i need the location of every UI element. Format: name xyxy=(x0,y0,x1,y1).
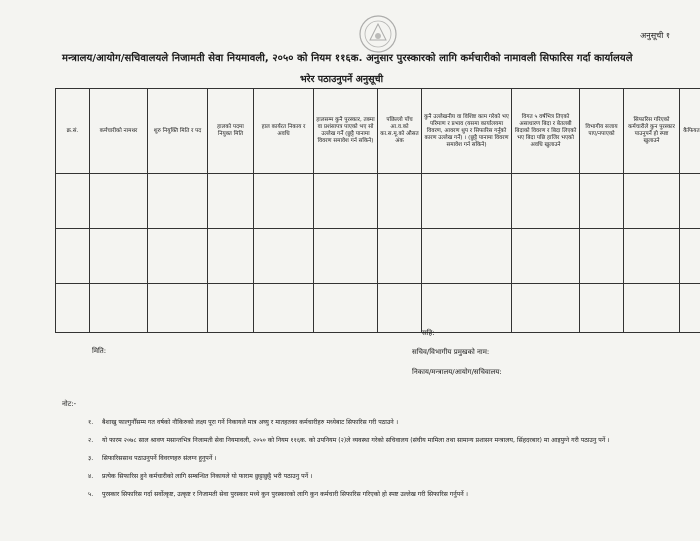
note-text: पुरस्कार सिफारिस गर्दा सर्वोत्कृष्ट, उत्कृष्ट र निजामती सेवा पुरस्कार मध्ये कुन पुरस्कारको लागि कुन कर्मचारी सिफारिस गरिएको हो स्पष्ट उल्लेख गरी सिफारिस गर्नुपर्ने । xyxy=(102,491,468,498)
column-header: शुरु नियुक्ति मिति र पद xyxy=(148,89,208,174)
date-label: मिति: xyxy=(92,347,107,355)
signature-label: सहि: xyxy=(422,329,435,337)
column-header: सिफारिस गरिएको कर्मचारीले कुन पुरस्कार पाउनुपर्ने हो स्पष्ट खुलाउने xyxy=(624,89,680,174)
note-item xyxy=(88,418,698,427)
table-cell[interactable] xyxy=(422,229,512,284)
column-header: विभागीय सजाय पाए/नपाएको xyxy=(580,89,624,174)
note-item xyxy=(88,472,698,481)
table-cell[interactable] xyxy=(208,229,254,284)
table-cell[interactable] xyxy=(314,229,378,284)
note-text: प्रत्येक सिफारिस हुने कर्मचारीको लागि सम्बन्धित निकायले यो फाराम छुट्टाछुट्टै भरी पठाउनु पर्ने । xyxy=(102,473,313,480)
table-cell[interactable] xyxy=(208,174,254,229)
table-cell[interactable] xyxy=(580,174,624,229)
table-cell[interactable] xyxy=(580,284,624,333)
table-cell[interactable] xyxy=(56,174,90,229)
column-header: हालको पदमा नियुक्त मिति xyxy=(208,89,254,174)
table-cell[interactable] xyxy=(680,229,700,284)
table-cell[interactable] xyxy=(254,284,314,333)
column-header: हाल कार्यरत निकाय र अवधि xyxy=(254,89,314,174)
form-subtitle: भरेर पठाउनुपर्ने अनुसूची xyxy=(300,74,384,85)
table-cell[interactable] xyxy=(56,229,90,284)
government-seal-icon xyxy=(358,14,398,54)
column-header: पछिल्लो पाँच आ.व.को का.स.मू.को औसत अंक xyxy=(378,89,422,174)
signature-block xyxy=(412,328,502,378)
annex-number: अनुसूची १ xyxy=(640,31,670,40)
note-item xyxy=(88,436,698,445)
official-name-label: सचिव/विभागीय प्रमुखको नाम: xyxy=(412,348,490,356)
table-cell[interactable] xyxy=(624,284,680,333)
table-cell[interactable] xyxy=(90,284,148,333)
table-cell[interactable] xyxy=(378,284,422,333)
table-cell[interactable] xyxy=(680,284,700,333)
table-cell[interactable] xyxy=(148,229,208,284)
note-number: ३. xyxy=(88,455,94,462)
table-cell[interactable] xyxy=(624,229,680,284)
table-cell[interactable] xyxy=(90,229,148,284)
table-cell[interactable] xyxy=(148,284,208,333)
table-row xyxy=(56,229,700,284)
note-item xyxy=(88,490,698,499)
column-header: कर्मचारीको नामथर xyxy=(90,89,148,174)
table-cell[interactable] xyxy=(254,174,314,229)
note-text: बैशाखु फाल्गुनौँसम्म गत वर्षको नौकिरुको लक्ष्य पूरा गर्ने निकायले मात्र अघ्यु र मातहतका कर्मचारीहरु मध्येबाट सिफारिस गरी पठाउने । xyxy=(102,419,399,426)
table-cell[interactable] xyxy=(254,229,314,284)
note-number: ५. xyxy=(88,491,94,498)
table-row xyxy=(56,284,700,333)
column-header: हालसम्म कुनै पुरस्कार, तक्मा वा प्रशंसापत्र पाएको भए सो उल्लेख गर्ने (छुट्टै पानामा विवरण समावेश गर्न सकिने) xyxy=(314,89,378,174)
column-header: विगत ५ वर्षभित्र तिएको असाधारण बिदा र बेतलबी बिदाको विवरण र बिदा लिएको भए बिदा पछि हाजिर भएको अवधि खुलाउने xyxy=(512,89,580,174)
table-row xyxy=(56,174,700,229)
notes-list xyxy=(88,418,698,508)
nomination-table xyxy=(55,88,700,333)
table-cell[interactable] xyxy=(680,174,700,229)
table-cell[interactable] xyxy=(378,229,422,284)
table-cell[interactable] xyxy=(90,174,148,229)
note-text: यो फारम २०७८ साल श्रावण मसान्तभित्र निजामती सेवा नियमावली, २०५० को नियम ११६क. को उपनियम (२)ले व्यवस्था गरेको सचिवालय (संघीय मामिला तथा सामान्य प्रशासन मन्त्रालय, सिंहदरबार) मा आइपुग्ने गरी पठाउनु पर्ने । xyxy=(102,437,610,444)
table-cell[interactable] xyxy=(314,284,378,333)
note-text: सिफारिससाथ पठाउनुपर्ने विवरणहरु संलग्न हुनुपर्ने । xyxy=(102,455,217,462)
table-cell[interactable] xyxy=(208,284,254,333)
form-title: मन्त्रालय/आयोग/सचिवालयले निजामती सेवा नियमावली, २०५० को नियम ११६क. अनुसार पुरस्कारको लागि कर्मचारीको नामावली सिफारिस गर्दा कार्यालयले xyxy=(62,53,633,64)
table-cell[interactable] xyxy=(422,284,512,333)
column-header: कैफियत xyxy=(680,89,700,174)
table-cell[interactable] xyxy=(580,229,624,284)
table-cell[interactable] xyxy=(512,284,580,333)
note-item xyxy=(88,454,698,463)
table-cell[interactable] xyxy=(512,229,580,284)
table-cell[interactable] xyxy=(314,174,378,229)
table-cell[interactable] xyxy=(512,174,580,229)
table-cell[interactable] xyxy=(624,174,680,229)
note-number: २. xyxy=(88,437,94,444)
table-header-row xyxy=(56,89,700,174)
column-header: कुनै उल्लेखनीय वा विशिष्ट काम गरेको भए परिमाण र प्रभाव (यसमा कार्यालयमा विवरण, आवरण थुप र सिफारिस गर्नुको कारण उल्लेख गर्ने) । (छुट्टै पानामा विवरण समावेश गर्न सकिने) xyxy=(422,89,512,174)
table-cell[interactable] xyxy=(378,174,422,229)
notes-heading: नोट:- xyxy=(62,400,77,408)
note-number: ४. xyxy=(88,473,94,480)
table-cell[interactable] xyxy=(56,284,90,333)
column-header: क्र.सं. xyxy=(56,89,90,174)
table-cell[interactable] xyxy=(148,174,208,229)
office-label: निकाय/मन्त्रालय/आयोग/सचिवालय: xyxy=(412,368,502,376)
table-cell[interactable] xyxy=(422,174,512,229)
note-number: १. xyxy=(88,419,94,426)
